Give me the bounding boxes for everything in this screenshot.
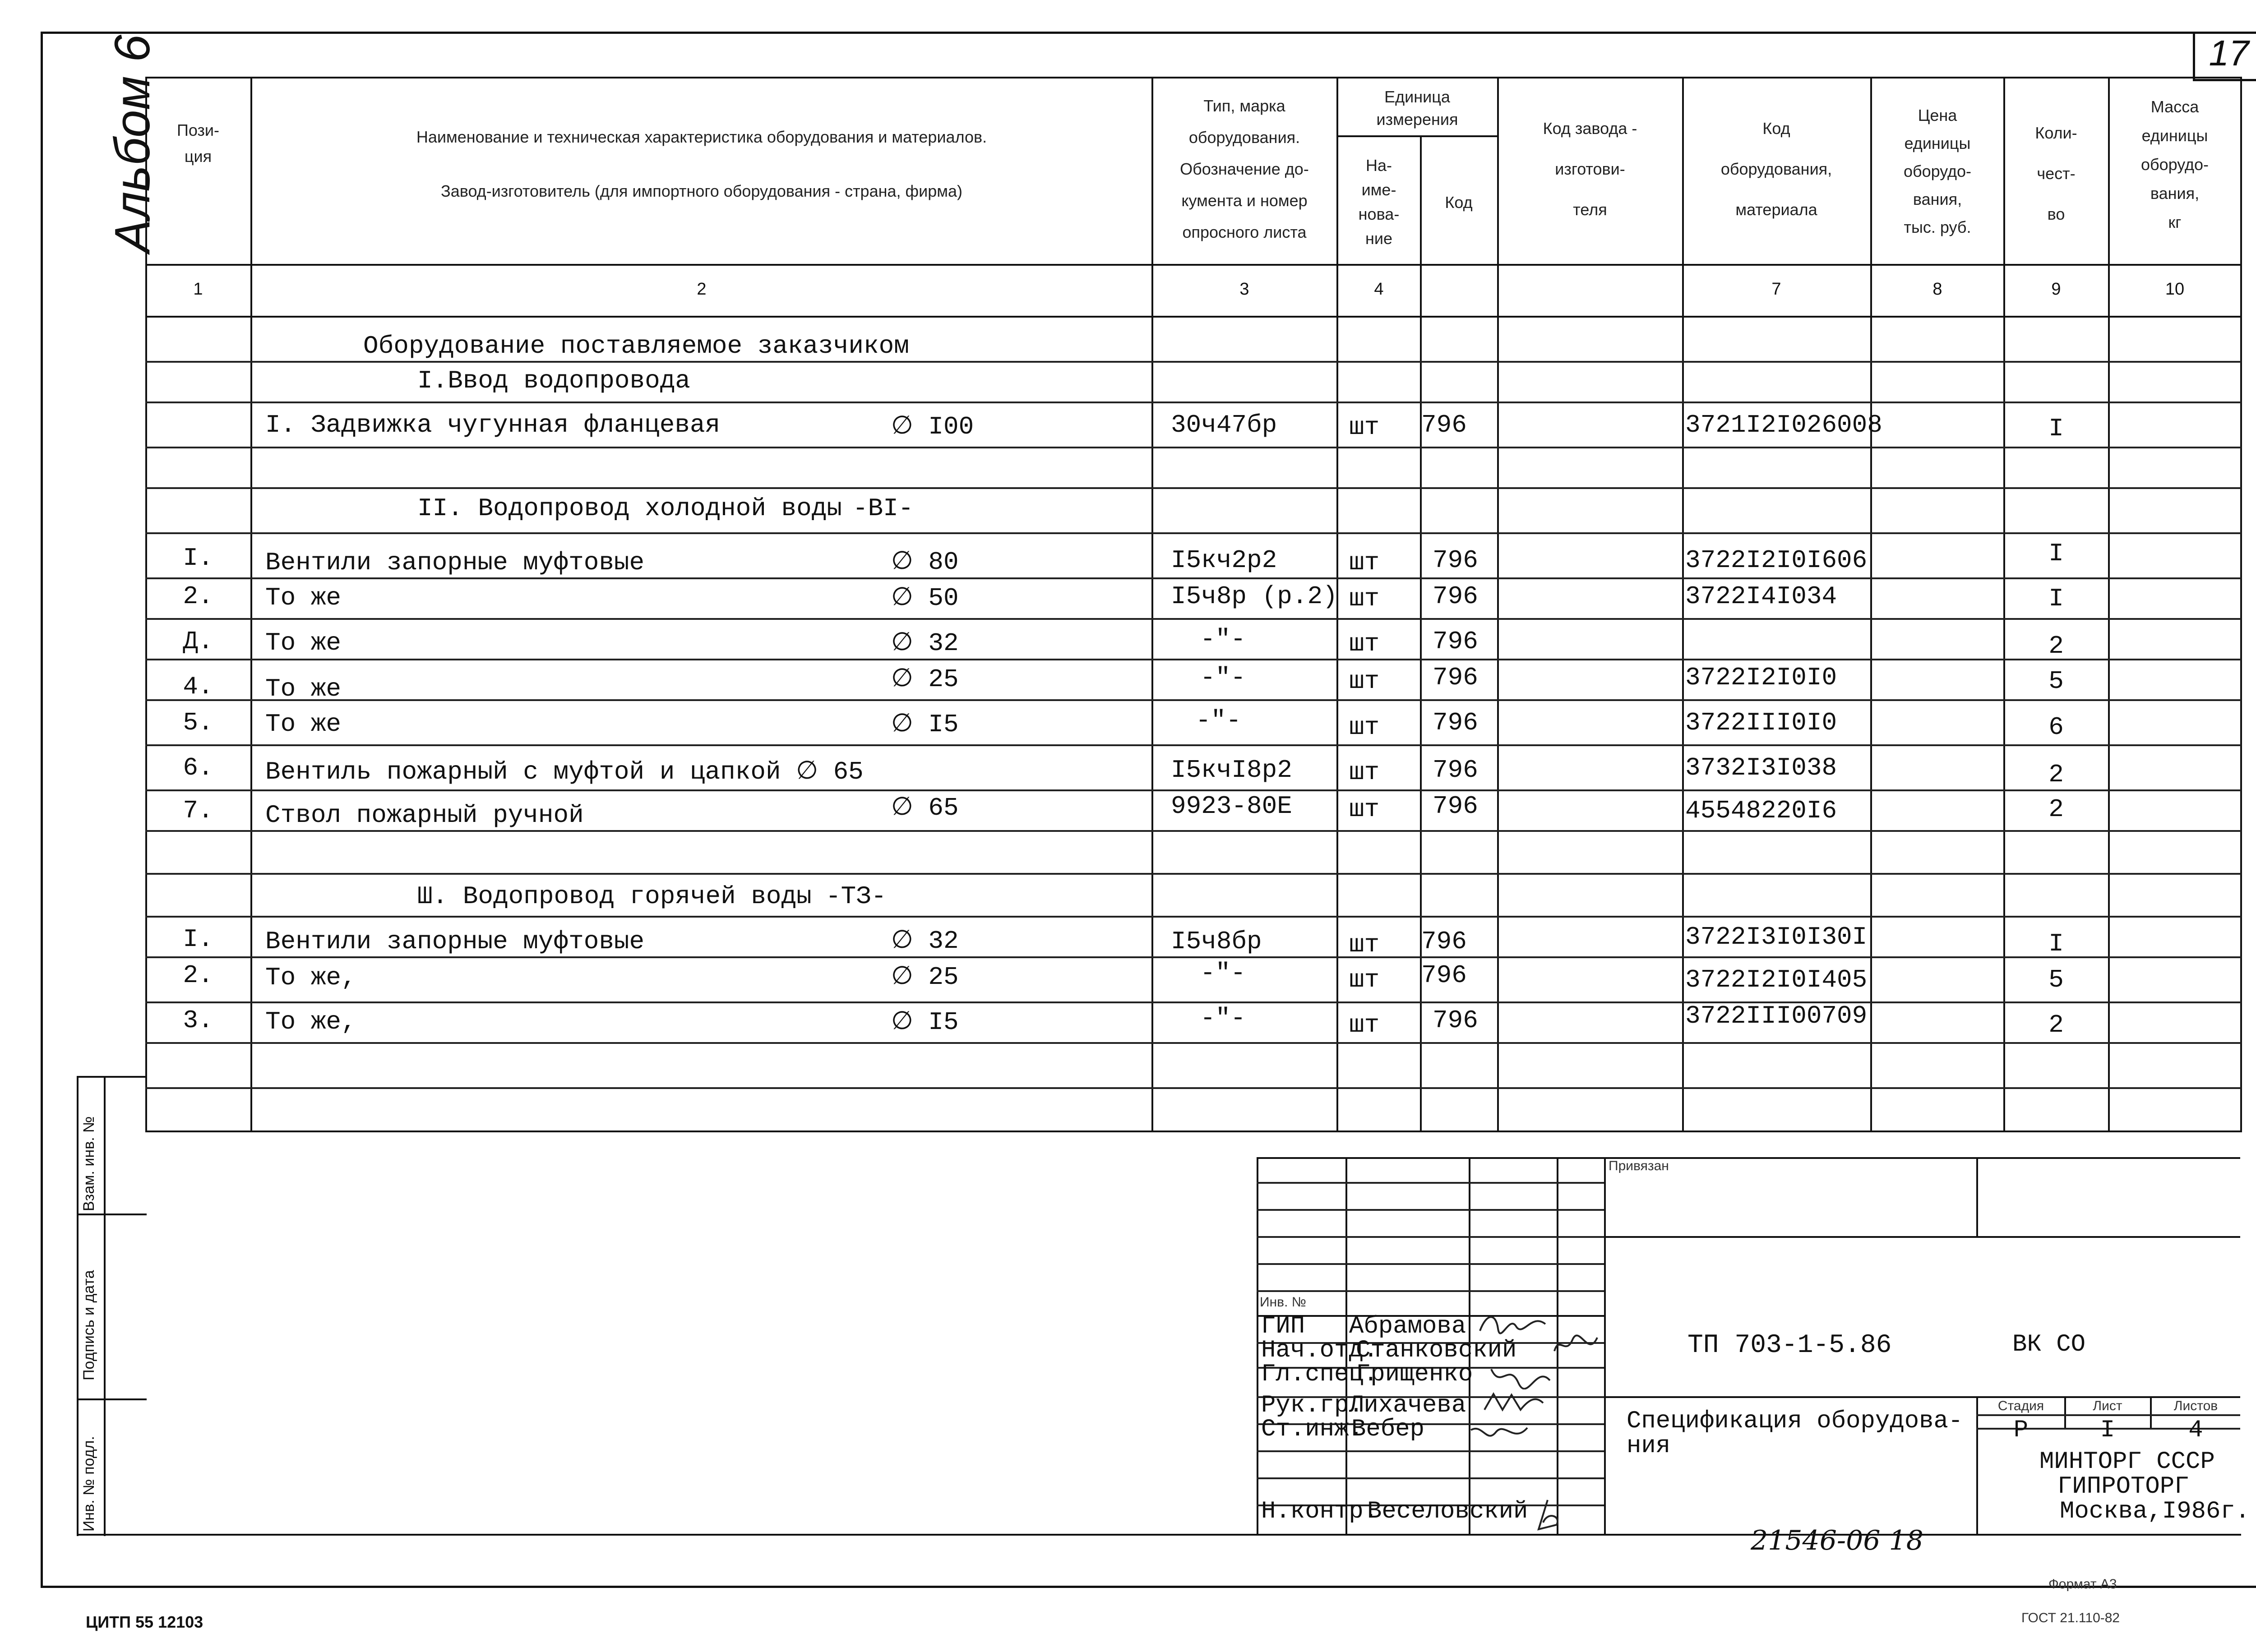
item-qty: 2 — [2048, 1011, 2064, 1039]
item-name: То же, — [265, 963, 356, 992]
item-unit-code: 796 — [1433, 627, 1478, 656]
item-code: 3722I3I0I30I — [1685, 923, 1868, 951]
row-line — [145, 618, 2241, 620]
staff-role: Н.контр. — [1261, 1498, 1378, 1525]
item-name: Вентили запорные муфтовые — [265, 927, 645, 956]
tb-row — [1604, 1396, 2240, 1398]
gost-label: ГОСТ 21.110-82 — [2021, 1610, 2120, 1625]
tb-row — [1257, 1182, 1604, 1184]
format-label: Формат А3 — [2048, 1577, 2117, 1592]
staff-name: Вебер — [1351, 1416, 1425, 1443]
titleblock-top — [1257, 1157, 2240, 1159]
item-unit: шт — [1349, 758, 1380, 787]
stage-value: Р — [2013, 1417, 2029, 1444]
item-unit: шт — [1349, 413, 1380, 442]
item-type: -"- — [1200, 1004, 1246, 1033]
doc-mark: ВК СО — [2012, 1331, 2086, 1358]
item-qty: 2 — [2048, 632, 2064, 660]
item-unit-code: 796 — [1433, 708, 1478, 737]
header-quantity: Коли- чест- во — [2035, 124, 2077, 223]
item-qty: 6 — [2048, 713, 2064, 742]
header-equipment-code: Код оборудования, материала — [1720, 119, 1832, 219]
item-diameter: ∅ 50 — [891, 584, 959, 613]
col-divider — [250, 77, 252, 1132]
item-position: I. — [183, 925, 213, 954]
colnum-bottom-line — [145, 316, 2241, 318]
item-diameter: ∅ 32 — [891, 629, 959, 658]
item-unit: шт — [1349, 667, 1380, 696]
staff-role: ГИП — [1261, 1313, 1305, 1340]
header-unit-group: Единица измерения — [1376, 88, 1458, 129]
item-name: Вентиль пожарный с муфтой и цапкой ∅ 65 — [265, 757, 864, 786]
item-position: Д. — [183, 627, 213, 656]
item-qty: I — [2048, 584, 2064, 613]
header-price: Цена единицы оборудо- вания, тыс. руб. — [1903, 106, 1972, 236]
signature-image — [1552, 1333, 1602, 1360]
signature-image — [1469, 1421, 1532, 1448]
row-line — [145, 532, 2241, 534]
doc-title-line1: Спецификация оборудова- — [1627, 1407, 1963, 1435]
item-code: 3722I2I0I405 — [1685, 965, 1868, 994]
item-position: 2. — [183, 961, 213, 990]
item-code: 3722I4I034 — [1685, 582, 1837, 611]
staff-role: Ст.инж. — [1261, 1416, 1364, 1443]
header-factory-code: Код завода - изготови- теля — [1543, 119, 1637, 219]
section-title: Ш. Водопровод горячей воды — [417, 882, 812, 911]
tb-col — [1604, 1157, 1606, 1534]
doc-code: ТП 703-1-5.86 — [1687, 1331, 1892, 1360]
item-type: -"- — [1200, 663, 1246, 692]
item-qty: I — [2048, 414, 2064, 443]
colnum: 9 — [2051, 280, 2061, 299]
stamp-line — [77, 1398, 147, 1400]
section-code: -BI- — [853, 494, 914, 523]
section-title: Оборудование поставляемое заказчиком — [363, 332, 909, 360]
tb-row — [1257, 1209, 1604, 1211]
privyazan-label: Привязан — [1609, 1158, 1669, 1173]
item-unit-code: 796 — [1433, 546, 1478, 575]
item-unit-code: 796 — [1433, 1006, 1478, 1035]
item-name: То же — [265, 674, 342, 703]
item-type: -"- — [1196, 706, 1241, 735]
staff-role: Рук.гр. — [1261, 1392, 1364, 1419]
tb-row — [1257, 1263, 1604, 1265]
item-position: 5. — [183, 708, 213, 737]
colnum: 2 — [697, 280, 707, 299]
header-type: Тип, марка оборудования. Обозначение до- кумента и номер опросного листа — [1180, 97, 1309, 241]
sheet-number: 17 — [2209, 33, 2249, 73]
staff-name: Грищенко — [1356, 1361, 1473, 1388]
item-code: 3722III0I0 — [1685, 708, 1837, 737]
col-divider — [1497, 77, 1499, 1132]
item-code: 3721I2I026008 — [1685, 411, 1882, 439]
row-line — [145, 1001, 2241, 1003]
section-title: II. Водопровод холодной воды — [417, 494, 842, 523]
header-unit-code: Код — [1445, 193, 1473, 212]
signature-image — [1487, 1362, 1554, 1389]
item-position: 7. — [183, 796, 213, 825]
item-position: 4. — [183, 672, 213, 701]
item-diameter: ∅ I5 — [891, 710, 959, 739]
item-type: I5ч8р (р.2) — [1171, 582, 1338, 611]
item-code: 3722I2I0I0 — [1685, 663, 1837, 692]
archive-number: 21546-06 18 — [1751, 1525, 1923, 1556]
table-top-border — [145, 77, 2241, 78]
row-line — [145, 401, 2241, 403]
stage-label: Стадия — [1997, 1398, 2044, 1413]
tb-row — [1257, 1477, 1604, 1479]
row-line — [145, 659, 2241, 660]
staff-role: Гл.спец. — [1261, 1361, 1378, 1388]
podpis-label: Подпись и дата — [80, 1270, 97, 1380]
item-diameter: ∅ I5 — [891, 1008, 959, 1037]
header-mass: Масса единицы оборудо- вания, кг — [2140, 97, 2209, 231]
signature-image — [1478, 1311, 1550, 1338]
item-code: 3722III00709 — [1685, 1001, 1868, 1030]
item-unit: шт — [1349, 584, 1380, 613]
item-position: 6. — [183, 753, 213, 782]
sheets-value: 4 — [2188, 1417, 2203, 1444]
colnum: 10 — [2165, 280, 2185, 299]
row-line — [145, 873, 2241, 875]
item-unit: шт — [1349, 713, 1380, 742]
item-type: I5кчI8р2 — [1171, 756, 1292, 784]
org-line1: МИНТОРГ СССР — [2039, 1448, 2215, 1476]
unit-group-line — [1336, 135, 1497, 137]
item-unit-code: 796 — [1433, 582, 1478, 611]
sheet-label: Лист — [2093, 1398, 2122, 1413]
item-type: I5кч2р2 — [1171, 546, 1277, 575]
item-type: 9923-80Е — [1171, 792, 1292, 821]
colnum: 7 — [1771, 280, 1781, 299]
item-diameter: ∅ 25 — [891, 963, 959, 992]
row-line — [145, 830, 2241, 832]
section-code: -ТЗ- — [826, 882, 887, 911]
stamp-line — [77, 1534, 147, 1536]
album-label: Альбом 6 — [105, 34, 160, 253]
staff-name: Лихачева — [1349, 1392, 1466, 1419]
item-unit-code: 796 — [1421, 927, 1467, 956]
item-qty: I — [2048, 539, 2064, 568]
row-line — [145, 956, 2241, 958]
row-line — [145, 789, 2241, 791]
org-line2: ГИПРОТОРГ — [2057, 1473, 2189, 1500]
inv-podl-label: Инв. № подл. — [80, 1436, 97, 1532]
colnum: 8 — [1932, 280, 1942, 299]
staff-name: Веселовский — [1367, 1498, 1528, 1525]
org-line3: Москва,I986г. — [2060, 1498, 2250, 1525]
row-line — [145, 487, 2241, 489]
header-bottom-line — [145, 264, 2241, 266]
header-name-line2: Завод-изготовитель (для импортного оборудования - страна, фирма) — [440, 182, 963, 200]
table-bottom-border — [145, 1131, 2241, 1132]
item-name: I. Задвижка чугунная фланцевая — [265, 411, 721, 439]
sheets-label: Листов — [2173, 1398, 2218, 1413]
item-name: Ствол пожарный ручной — [265, 801, 584, 830]
staff-name: Станковский — [1356, 1337, 1517, 1364]
row-line — [145, 1087, 2241, 1089]
item-unit: шт — [1349, 1011, 1380, 1039]
item-diameter: ∅ 80 — [891, 548, 959, 577]
signature-image — [1480, 1389, 1548, 1417]
item-unit: шт — [1349, 930, 1380, 959]
item-code: 45548220I6 — [1685, 796, 1837, 825]
staff-name: Абрамова — [1349, 1313, 1466, 1340]
item-position: 3. — [183, 1006, 213, 1035]
row-line — [145, 447, 2241, 448]
item-unit-code: 796 — [1433, 663, 1478, 692]
tb-row — [1257, 1236, 1604, 1238]
tb-row — [1604, 1236, 2240, 1238]
item-type: 30ч47бр — [1171, 411, 1277, 439]
item-unit-code: 796 — [1421, 411, 1467, 439]
item-unit: шт — [1349, 795, 1380, 824]
item-position: I. — [183, 544, 213, 572]
header-position: Пози- ция — [176, 121, 220, 166]
item-qty: 5 — [2048, 965, 2064, 994]
item-type: I5ч8бр — [1171, 927, 1262, 956]
inv-no-label: Инв. № — [1260, 1295, 1306, 1310]
item-unit: шт — [1349, 548, 1380, 577]
item-name: То же, — [265, 1007, 356, 1036]
colnum: 4 — [1374, 280, 1384, 299]
row-line — [145, 577, 2241, 579]
item-diameter: ∅ I00 — [891, 412, 974, 441]
row-line — [145, 699, 2241, 701]
row-line — [145, 1042, 2241, 1044]
row-line — [145, 916, 2241, 918]
item-qty: I — [2048, 929, 2064, 958]
header-unit-name: На- име- нова- ние — [1358, 156, 1400, 248]
item-name: То же — [265, 583, 342, 612]
item-name: То же — [265, 710, 342, 738]
item-unit: шт — [1349, 965, 1380, 994]
footer-code: ЦИТП 55 12103 — [86, 1613, 203, 1631]
section-title: I.Ввод водопровода — [417, 366, 690, 395]
item-code: 3722I2I0I606 — [1685, 546, 1868, 575]
item-unit: шт — [1349, 629, 1380, 658]
colnum: 3 — [1239, 280, 1249, 299]
item-unit-code: 796 — [1433, 792, 1478, 821]
tb-row — [1976, 1414, 2240, 1416]
staff-role: Нач.отд. — [1261, 1337, 1378, 1364]
row-line — [145, 744, 2241, 746]
frame-bottom-line — [145, 1534, 2241, 1536]
col-divider — [1682, 77, 1684, 1132]
item-qty: 2 — [2048, 795, 2064, 824]
item-diameter: ∅ 25 — [891, 665, 959, 694]
item-unit-code: 796 — [1421, 961, 1467, 990]
item-position: 2. — [183, 582, 213, 611]
vzam-inv-label: Взам. инв. № — [80, 1116, 97, 1211]
stamp-left-border — [77, 1076, 79, 1536]
tb-col — [1976, 1157, 1978, 1236]
item-type: -"- — [1200, 625, 1246, 654]
stamp-divider — [104, 1076, 106, 1536]
tb-row — [1257, 1290, 1604, 1292]
item-qty: 2 — [2048, 760, 2064, 789]
doc-title-line2: ния — [1627, 1432, 1671, 1460]
item-name: Вентили запорные муфтовые — [265, 548, 645, 577]
item-diameter: ∅ 32 — [891, 927, 959, 955]
stamp-line — [77, 1214, 147, 1215]
col-divider — [2240, 77, 2242, 1132]
item-type: -"- — [1200, 959, 1246, 988]
item-qty: 5 — [2048, 667, 2064, 696]
sheet-value: I — [2100, 1417, 2115, 1444]
stamp-line — [77, 1076, 147, 1078]
item-unit-code: 796 — [1433, 756, 1478, 784]
item-diameter: ∅ 65 — [891, 794, 959, 822]
row-line — [145, 361, 2241, 363]
signature-image — [1530, 1498, 1566, 1534]
item-code: 3732I3I038 — [1685, 753, 1837, 782]
tb-row — [1257, 1450, 1604, 1452]
item-name: То же — [265, 628, 342, 657]
header-name-line1: Наименование и техническая характеристика оборудования и материалов. — [416, 128, 987, 146]
colnum: 1 — [193, 280, 203, 299]
